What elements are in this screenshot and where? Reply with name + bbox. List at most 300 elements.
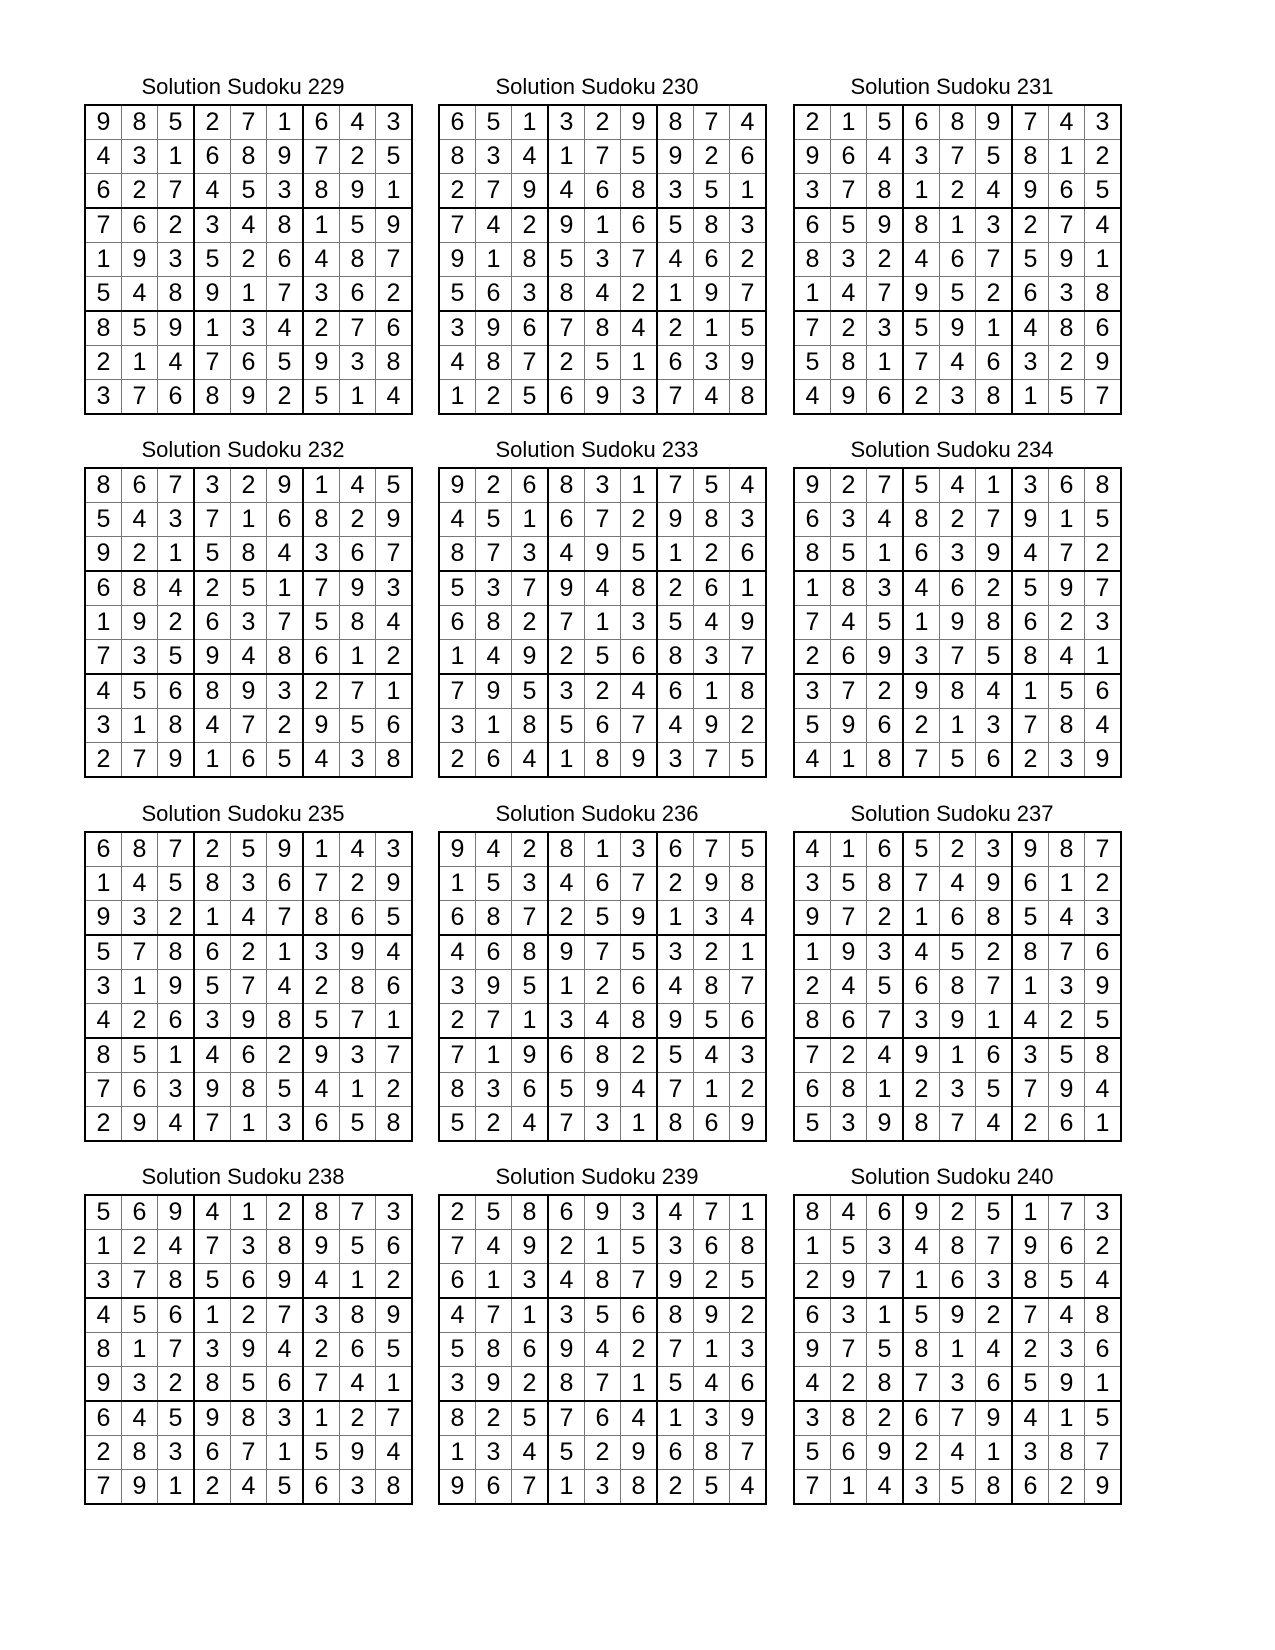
- grid-cell: 7: [730, 640, 767, 675]
- grid-cell: 7: [303, 571, 340, 606]
- grid-cell: 2: [730, 1073, 767, 1107]
- grid-cell: 6: [122, 1073, 158, 1107]
- grid-row: [439, 935, 766, 970]
- grid-cell: 2: [657, 571, 694, 606]
- grid-cell: 3: [1085, 901, 1122, 936]
- grid-cell: 7: [621, 243, 658, 277]
- grid-cell: 8: [976, 380, 1013, 415]
- grid-cell: 1: [376, 1367, 413, 1402]
- grid-cell: 5: [940, 743, 976, 778]
- grid-cell: 9: [85, 1367, 122, 1402]
- grid-cell: 5: [303, 1004, 340, 1039]
- grid-cell: 9: [585, 1073, 621, 1107]
- grid-cell: 5: [1049, 1038, 1085, 1073]
- grid-cell: 2: [585, 1436, 621, 1470]
- grid-cell: 4: [730, 105, 767, 140]
- grid-cell: 7: [122, 743, 158, 778]
- grid-cell: 5: [903, 468, 940, 503]
- grid-cell: 1: [303, 468, 340, 503]
- grid-cell: 9: [831, 1264, 867, 1299]
- grid-cell: 7: [903, 867, 940, 901]
- grid-cell: 5: [476, 105, 512, 140]
- grid-cell: 1: [158, 140, 195, 174]
- grid-cell: 5: [439, 571, 476, 606]
- grid-row: [794, 537, 1121, 572]
- grid-row: [439, 346, 766, 380]
- grid-cell: 9: [794, 901, 831, 936]
- grid-cell: 7: [158, 468, 195, 503]
- grid-cell: 9: [621, 743, 658, 778]
- grid-cell: 5: [1085, 174, 1122, 209]
- grid-cell: 1: [585, 606, 621, 640]
- grid-cell: 8: [303, 1195, 340, 1230]
- grid-cell: 6: [476, 1470, 512, 1505]
- grid-cell: 4: [340, 105, 376, 140]
- grid-cell: 6: [621, 640, 658, 675]
- grid-cell: 8: [85, 468, 122, 503]
- grid-cell: 3: [158, 243, 195, 277]
- grid-cell: 2: [439, 1195, 476, 1230]
- grid-cell: 5: [1049, 380, 1085, 415]
- grid-cell: 1: [158, 1470, 195, 1505]
- grid-cell: 1: [476, 709, 512, 743]
- sudoku-grid: [793, 831, 1122, 1142]
- grid-row: [85, 1107, 412, 1142]
- grid-cell: 4: [1049, 901, 1085, 936]
- grid-cell: 7: [940, 640, 976, 675]
- grid-cell: 3: [794, 674, 831, 709]
- sudoku-grid: [84, 1194, 413, 1505]
- grid-cell: 8: [730, 867, 767, 901]
- grid-cell: 2: [548, 901, 585, 936]
- grid-cell: 5: [694, 1004, 730, 1039]
- grid-cell: 6: [1012, 606, 1049, 640]
- grid-cell: 8: [794, 1195, 831, 1230]
- grid-cell: 4: [231, 208, 267, 243]
- grid-cell: 4: [548, 1264, 585, 1299]
- grid-cell: 4: [621, 1401, 658, 1436]
- grid-cell: 4: [940, 346, 976, 380]
- grid-cell: 9: [340, 935, 376, 970]
- grid-cell: 6: [158, 1298, 195, 1333]
- puzzle-title: Solution Sudoku 240: [850, 1164, 1054, 1189]
- grid-cell: 4: [694, 606, 730, 640]
- grid-cell: 6: [158, 674, 195, 709]
- grid-cell: 8: [1085, 468, 1122, 503]
- grid-cell: 7: [303, 140, 340, 174]
- grid-cell: 2: [476, 1107, 512, 1142]
- grid-cell: 1: [122, 709, 158, 743]
- grid-cell: 1: [976, 1004, 1013, 1039]
- grid-cell: 2: [122, 1230, 158, 1264]
- grid-cell: 7: [340, 1004, 376, 1039]
- grid-cell: 7: [376, 243, 413, 277]
- grid-cell: 7: [439, 1038, 476, 1073]
- grid-cell: 9: [585, 1195, 621, 1230]
- grid-cell: 5: [267, 1470, 304, 1505]
- grid-row: [439, 503, 766, 537]
- grid-cell: 1: [1012, 1195, 1049, 1230]
- grid-cell: 8: [794, 243, 831, 277]
- grid-cell: 6: [621, 208, 658, 243]
- grid-row: [794, 105, 1121, 140]
- grid-cell: 8: [439, 140, 476, 174]
- grid-cell: 7: [1049, 208, 1085, 243]
- grid-cell: 3: [694, 901, 730, 936]
- grid-row: [439, 140, 766, 174]
- grid-cell: 3: [122, 640, 158, 675]
- grid-cell: 9: [940, 606, 976, 640]
- grid-cell: 6: [1049, 1107, 1085, 1142]
- sudoku-grid: [84, 831, 413, 1142]
- grid-cell: 2: [794, 105, 831, 140]
- grid-cell: 6: [1012, 277, 1049, 312]
- puzzle-title: Solution Sudoku 233: [495, 437, 699, 462]
- grid-cell: 9: [158, 311, 195, 346]
- grid-cell: 3: [657, 1230, 694, 1264]
- grid-cell: 4: [194, 174, 231, 209]
- grid-cell: 9: [303, 1038, 340, 1073]
- grid-row: [85, 709, 412, 743]
- grid-cell: 1: [657, 537, 694, 572]
- grid-cell: 4: [340, 832, 376, 867]
- grid-cell: 8: [694, 208, 730, 243]
- grid-cell: 1: [694, 1073, 730, 1107]
- grid-cell: 4: [1012, 537, 1049, 572]
- grid-cell: 9: [194, 640, 231, 675]
- grid-cell: 7: [794, 606, 831, 640]
- grid-cell: 1: [1085, 1367, 1122, 1402]
- grid-cell: 3: [303, 277, 340, 312]
- grid-cell: 8: [940, 674, 976, 709]
- grid-cell: 3: [940, 1367, 976, 1402]
- grid-cell: 6: [476, 743, 512, 778]
- grid-cell: 5: [231, 1367, 267, 1402]
- grid-row: [85, 1367, 412, 1402]
- grid-cell: 7: [194, 503, 231, 537]
- grid-row: [794, 503, 1121, 537]
- grid-cell: 3: [1012, 1038, 1049, 1073]
- grid-cell: 9: [512, 174, 549, 209]
- grid-cell: 9: [585, 380, 621, 415]
- grid-cell: 9: [1049, 1073, 1085, 1107]
- grid-cell: 1: [694, 311, 730, 346]
- grid-cell: 1: [1049, 867, 1085, 901]
- grid-cell: 3: [730, 1038, 767, 1073]
- grid-cell: 5: [512, 1401, 549, 1436]
- grid-cell: 1: [694, 674, 730, 709]
- grid-cell: 2: [439, 174, 476, 209]
- grid-cell: 1: [512, 503, 549, 537]
- grid-cell: 4: [122, 503, 158, 537]
- grid-cell: 5: [122, 311, 158, 346]
- grid-cell: 2: [1085, 140, 1122, 174]
- grid-cell: 7: [340, 1195, 376, 1230]
- grid-cell: 7: [548, 311, 585, 346]
- grid-cell: 6: [831, 640, 867, 675]
- grid-cell: 7: [231, 1436, 267, 1470]
- grid-cell: 2: [476, 468, 512, 503]
- grid-cell: 1: [122, 1333, 158, 1367]
- grid-cell: 8: [903, 503, 940, 537]
- grid-cell: 4: [122, 1401, 158, 1436]
- grid-row: [794, 1195, 1121, 1230]
- grid-cell: 5: [85, 503, 122, 537]
- grid-cell: 1: [439, 380, 476, 415]
- grid-cell: 3: [903, 1004, 940, 1039]
- grid-cell: 5: [303, 606, 340, 640]
- grid-cell: 1: [231, 1107, 267, 1142]
- grid-cell: 6: [831, 1436, 867, 1470]
- grid-cell: 7: [585, 1367, 621, 1402]
- grid-cell: 6: [867, 709, 904, 743]
- grid-cell: 5: [267, 743, 304, 778]
- grid-cell: 2: [122, 174, 158, 209]
- grid-cell: 2: [903, 1436, 940, 1470]
- grid-cell: 5: [376, 140, 413, 174]
- grid-cell: 8: [867, 174, 904, 209]
- grid-cell: 9: [867, 1436, 904, 1470]
- grid-cell: 1: [831, 743, 867, 778]
- grid-cell: 6: [267, 503, 304, 537]
- grid-cell: 7: [1012, 1298, 1049, 1333]
- grid-cell: 5: [903, 832, 940, 867]
- grid-cell: 4: [585, 571, 621, 606]
- grid-cell: 3: [730, 503, 767, 537]
- grid-cell: 9: [694, 709, 730, 743]
- grid-row: [794, 1264, 1121, 1299]
- grid-cell: 6: [231, 1264, 267, 1299]
- grid-cell: 4: [303, 1264, 340, 1299]
- grid-cell: 4: [1085, 208, 1122, 243]
- grid-cell: 3: [1049, 970, 1085, 1004]
- grid-cell: 5: [730, 311, 767, 346]
- grid-cell: 4: [1085, 709, 1122, 743]
- grid-cell: 4: [512, 140, 549, 174]
- grid-cell: 6: [340, 1333, 376, 1367]
- grid-row: [439, 380, 766, 415]
- grid-cell: 3: [340, 1038, 376, 1073]
- grid-cell: 9: [439, 1470, 476, 1505]
- grid-row: [794, 208, 1121, 243]
- grid-row: [85, 1230, 412, 1264]
- grid-cell: 9: [548, 208, 585, 243]
- grid-cell: 9: [903, 674, 940, 709]
- grid-cell: 9: [439, 243, 476, 277]
- grid-cell: 6: [694, 1230, 730, 1264]
- grid-cell: 6: [439, 606, 476, 640]
- sudoku-solution-12: [793, 1162, 1111, 1505]
- grid-row: [794, 311, 1121, 346]
- grid-cell: 6: [303, 105, 340, 140]
- grid-cell: 8: [267, 208, 304, 243]
- grid-cell: 7: [512, 1470, 549, 1505]
- grid-row: [794, 1367, 1121, 1402]
- grid-cell: 2: [376, 1264, 413, 1299]
- grid-cell: 5: [621, 935, 658, 970]
- grid-cell: 1: [585, 832, 621, 867]
- sudoku-solution-3: [793, 72, 1111, 415]
- grid-cell: 8: [867, 867, 904, 901]
- grid-cell: 4: [340, 468, 376, 503]
- grid-cell: 9: [903, 1195, 940, 1230]
- grid-cell: 3: [267, 1401, 304, 1436]
- grid-cell: 6: [831, 140, 867, 174]
- sudoku-grid: [438, 1194, 767, 1505]
- grid-cell: 5: [867, 105, 904, 140]
- grid-cell: 5: [267, 1073, 304, 1107]
- grid-row: [85, 174, 412, 209]
- grid-cell: 7: [194, 1107, 231, 1142]
- grid-cell: 1: [1012, 970, 1049, 1004]
- grid-cell: 8: [585, 743, 621, 778]
- grid-cell: 7: [657, 380, 694, 415]
- grid-cell: 2: [694, 935, 730, 970]
- grid-cell: 3: [231, 311, 267, 346]
- grid-cell: 5: [340, 1107, 376, 1142]
- grid-cell: 2: [940, 1195, 976, 1230]
- grid-cell: 7: [376, 537, 413, 572]
- grid-cell: 2: [85, 1107, 122, 1142]
- sudoku-solution-10: [84, 1162, 402, 1505]
- grid-cell: 4: [122, 867, 158, 901]
- grid-cell: 6: [1012, 1470, 1049, 1505]
- grid-cell: 2: [439, 743, 476, 778]
- grid-cell: 7: [476, 174, 512, 209]
- grid-cell: 9: [439, 832, 476, 867]
- grid-cell: 4: [194, 709, 231, 743]
- grid-cell: 9: [303, 1230, 340, 1264]
- grid-cell: 6: [794, 503, 831, 537]
- grid-cell: 9: [976, 1401, 1013, 1436]
- grid-cell: 9: [85, 537, 122, 572]
- grid-cell: 9: [1085, 346, 1122, 380]
- grid-cell: 1: [794, 935, 831, 970]
- grid-cell: 2: [940, 174, 976, 209]
- sudoku-grid: [793, 104, 1122, 415]
- grid-cell: 2: [303, 970, 340, 1004]
- grid-cell: 5: [1085, 1401, 1122, 1436]
- grid-cell: 1: [439, 867, 476, 901]
- grid-cell: 5: [194, 243, 231, 277]
- puzzle-title: Solution Sudoku 232: [141, 437, 345, 462]
- grid-cell: 3: [976, 208, 1013, 243]
- grid-cell: 1: [867, 1298, 904, 1333]
- grid-cell: 2: [585, 674, 621, 709]
- grid-cell: 2: [903, 380, 940, 415]
- grid-cell: 7: [340, 674, 376, 709]
- grid-row: [85, 380, 412, 415]
- grid-cell: 1: [439, 640, 476, 675]
- grid-cell: 5: [903, 311, 940, 346]
- grid-cell: 3: [439, 970, 476, 1004]
- grid-cell: 8: [122, 571, 158, 606]
- grid-cell: 8: [1049, 311, 1085, 346]
- grid-cell: 3: [476, 1436, 512, 1470]
- grid-cell: 2: [903, 709, 940, 743]
- grid-cell: 6: [1085, 674, 1122, 709]
- grid-cell: 1: [194, 743, 231, 778]
- grid-cell: 7: [867, 1004, 904, 1039]
- grid-cell: 8: [657, 105, 694, 140]
- grid-cell: 6: [85, 571, 122, 606]
- grid-cell: 6: [122, 468, 158, 503]
- grid-row: [794, 1333, 1121, 1367]
- grid-cell: 5: [85, 1195, 122, 1230]
- grid-cell: 2: [730, 243, 767, 277]
- grid-cell: 5: [1049, 674, 1085, 709]
- grid-cell: 5: [476, 867, 512, 901]
- grid-cell: 4: [903, 571, 940, 606]
- grid-cell: 6: [730, 1367, 767, 1402]
- grid-cell: 1: [512, 1298, 549, 1333]
- grid-cell: 2: [976, 277, 1013, 312]
- grid-cell: 3: [439, 709, 476, 743]
- grid-cell: 1: [548, 743, 585, 778]
- grid-cell: 4: [194, 1195, 231, 1230]
- grid-cell: 4: [694, 1038, 730, 1073]
- grid-cell: 3: [831, 1107, 867, 1142]
- grid-cell: 9: [1049, 243, 1085, 277]
- grid-cell: 8: [85, 311, 122, 346]
- grid-row: [439, 1073, 766, 1107]
- grid-cell: 2: [267, 1195, 304, 1230]
- grid-cell: 6: [267, 867, 304, 901]
- grid-cell: 6: [231, 1038, 267, 1073]
- grid-cell: 5: [376, 468, 413, 503]
- puzzle-title: Solution Sudoku 230: [495, 74, 699, 99]
- grid-cell: 1: [730, 1195, 767, 1230]
- grid-cell: 6: [903, 105, 940, 140]
- grid-cell: 4: [158, 1107, 195, 1142]
- grid-cell: 1: [585, 208, 621, 243]
- grid-cell: 4: [303, 1073, 340, 1107]
- grid-cell: 5: [694, 1470, 730, 1505]
- grid-cell: 8: [1012, 1264, 1049, 1299]
- grid-cell: 7: [831, 674, 867, 709]
- grid-cell: 9: [657, 140, 694, 174]
- grid-cell: 3: [976, 1264, 1013, 1299]
- grid-cell: 2: [831, 311, 867, 346]
- grid-cell: 9: [85, 105, 122, 140]
- grid-cell: 7: [1049, 537, 1085, 572]
- grid-cell: 7: [122, 1264, 158, 1299]
- grid-cell: 4: [585, 1333, 621, 1367]
- grid-cell: 1: [976, 468, 1013, 503]
- grid-cell: 9: [303, 709, 340, 743]
- grid-cell: 9: [158, 1195, 195, 1230]
- grid-cell: 1: [621, 468, 658, 503]
- grid-cell: 5: [340, 709, 376, 743]
- grid-row: [439, 1038, 766, 1073]
- grid-row: [439, 640, 766, 675]
- grid-cell: 9: [831, 380, 867, 415]
- grid-cell: 5: [730, 832, 767, 867]
- grid-cell: 7: [476, 537, 512, 572]
- grid-cell: 9: [831, 935, 867, 970]
- grid-cell: 7: [303, 1367, 340, 1402]
- grid-cell: 4: [512, 1436, 549, 1470]
- grid-cell: 6: [376, 709, 413, 743]
- grid-row: [85, 640, 412, 675]
- grid-cell: 2: [730, 1298, 767, 1333]
- grid-cell: 7: [85, 1073, 122, 1107]
- grid-cell: 1: [1049, 1401, 1085, 1436]
- grid-cell: 3: [1012, 346, 1049, 380]
- grid-cell: 1: [376, 674, 413, 709]
- grid-cell: 1: [194, 1298, 231, 1333]
- grid-cell: 5: [794, 709, 831, 743]
